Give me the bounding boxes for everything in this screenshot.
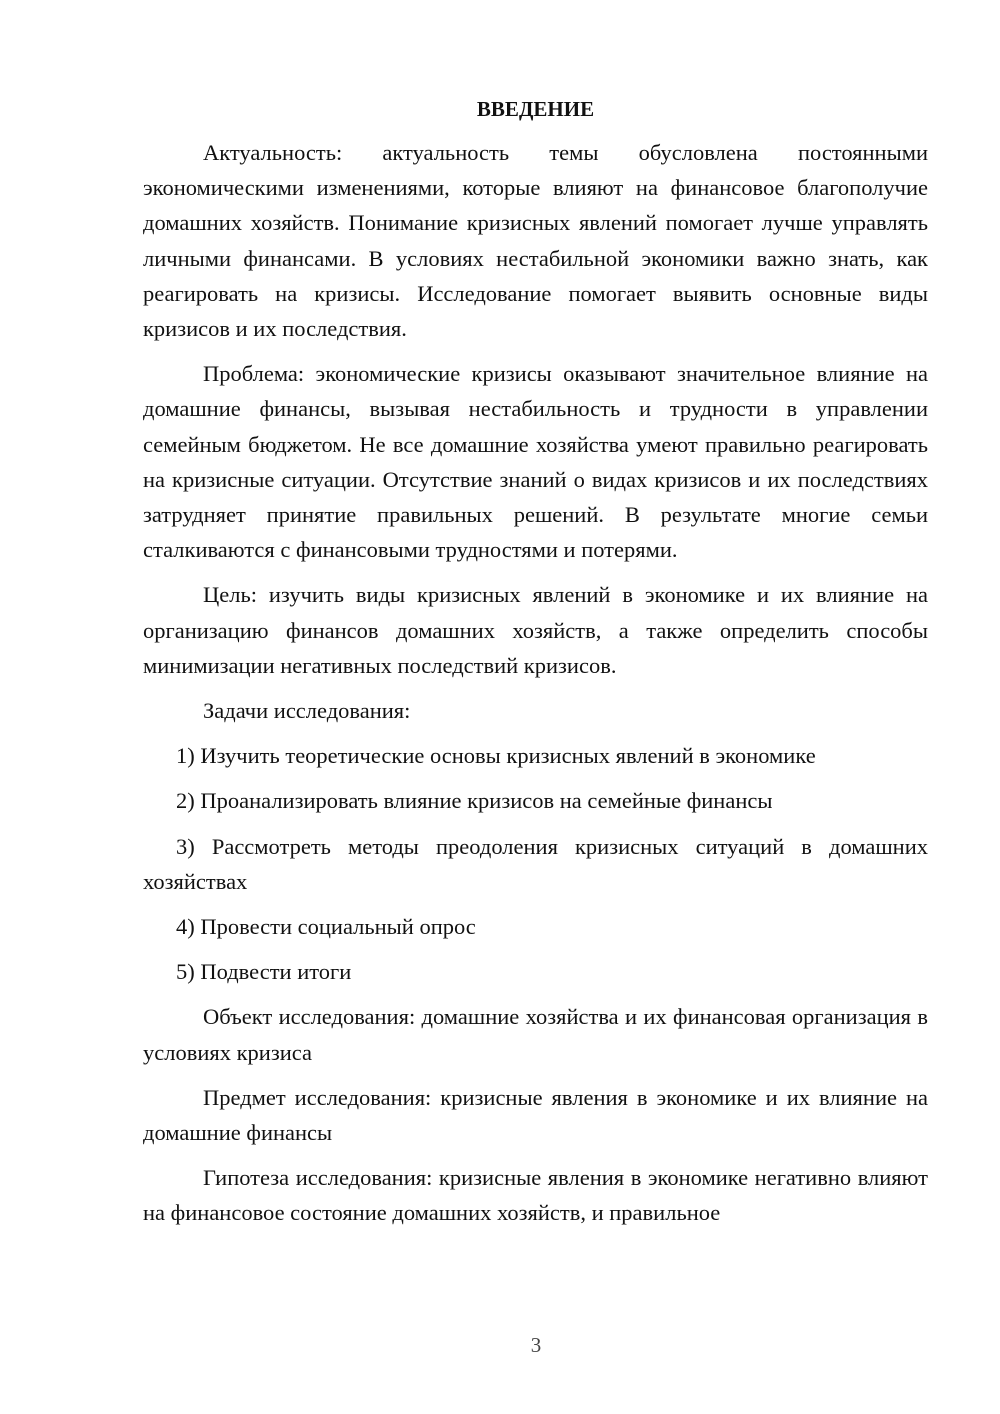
subject-paragraph: Предмет исследования: кризисные явления в экономике и их влияние на домашние финансы [143,1084,928,1146]
section-heading: ВВЕДЕНИЕ [476,97,595,121]
problem-paragraph: Проблема: экономические кризисы оказывают значительное влияние на домашние финансы, вызывая нестабильность и трудности в управлении семейным бюджетом. Не все домашние хозяйства умеют правильно реагировать на кризисные ситуации. Отсутствие знаний о видах кризисов и их последствиях затрудняет принятие правильных решений. В результате многие семьи сталкиваются с финансовыми трудностями и потерями. [143,361,928,563]
object-paragraph: Объект исследования: домашние хозяйства и их финансовая организация в условиях кризиса [143,1004,928,1065]
task-item-4: 4) Провести социальный опрос [176,914,476,940]
page-content [143,92,928,1241]
hypothesis-paragraph: Гипотеза исследования: кризисные явления в экономике негативно влияют на финансовое состояние домашних хозяйств, и правильное [143,1165,928,1226]
goal-paragraph: Цель: изучить виды кризисных явлений в экономике и их влияние на организацию финансов домашних хозяйств, а также определить способы минимизации негативных последствий кризисов. [143,582,928,678]
relevance-paragraph: Актуальность: актуальность темы обусловлена постоянными экономическими изменениями, которые влияют на финансовое благополучие домашних хозяйств. Понимание кризисных явлений помогает лучше управлять личными финансами. В условиях нестабильной экономики важно знать, как реагировать на кризисы. Исследование помогает выявить основные виды кризисов и их последствия. [143,140,928,342]
page-number: 3 [530,1333,542,1357]
task-item-5: 5) Подвести итоги [176,959,352,985]
task-item-3: 3) Рассмотреть методы преодоления кризисных ситуаций в домашних хозяйствах [143,833,928,894]
tasks-title: Задачи исследования: [203,698,411,724]
task-item-1: 1) Изучить теоретические основы кризисных явлений в экономике [176,743,816,769]
task-item-2: 2) Проанализировать влияние кризисов на семейные финансы [176,788,773,814]
